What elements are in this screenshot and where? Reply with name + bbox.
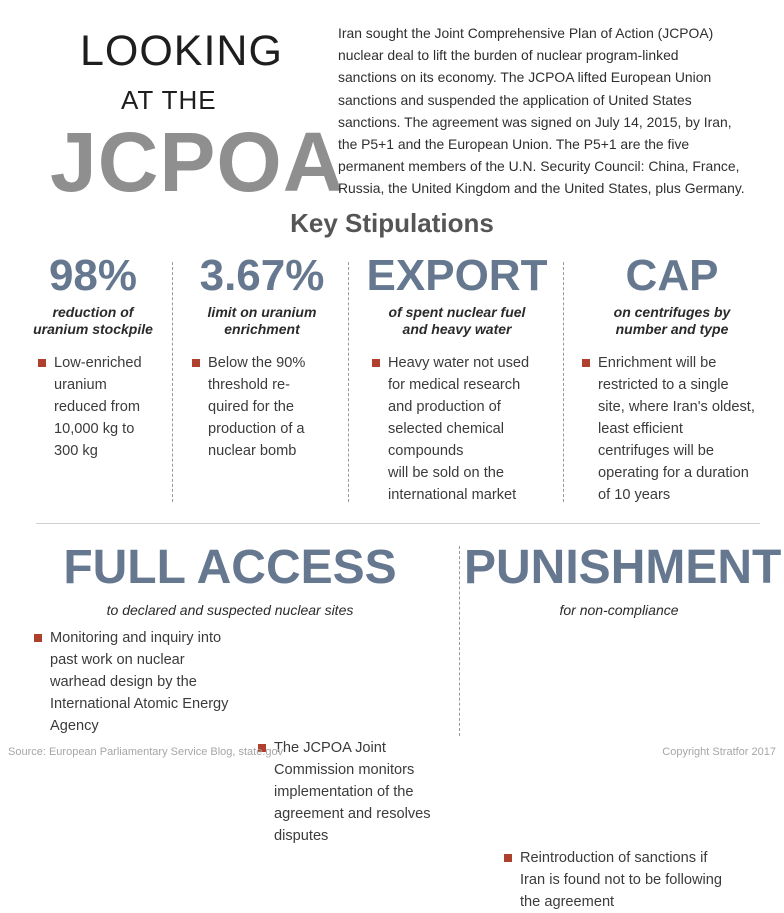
bullet-line: The JCPOA Joint	[274, 740, 386, 756]
bullet-line: Below the 90%	[208, 355, 306, 371]
bullet-line: site, where Iran's oldest,	[598, 399, 755, 415]
bullet-line: Commission monitors	[274, 762, 415, 778]
stipulation-enrichment-limit	[190, 251, 334, 504]
stipulation-bullet	[38, 352, 158, 462]
punishment-section	[464, 541, 782, 618]
bullet-line: Iran is found not to be following	[520, 872, 723, 888]
footer-copyright: Copyright Stratfor 2017	[662, 746, 776, 758]
bullet-line: centrifuges will be	[598, 443, 714, 459]
bullet-square-icon	[38, 359, 46, 367]
intro-line: sanctions. The agreement was signed on July 14, 2015, by Iran,	[338, 113, 732, 130]
bullet-line: compounds	[388, 443, 464, 459]
stipulation-headline: 98%	[48, 251, 138, 300]
stipulation-subtitle	[28, 304, 158, 338]
column-divider	[172, 262, 173, 502]
subtitle-line: on centrifuges by	[613, 304, 731, 320]
bullet-line: restricted to a single	[598, 377, 729, 393]
full-access-section	[30, 541, 430, 618]
key-stipulations-heading: Key Stipulations	[290, 208, 494, 238]
bullet-line: and production of	[388, 399, 501, 415]
title-jcpoa: JCPOA	[50, 115, 345, 209]
stipulation-subtitle	[574, 304, 770, 338]
punishment-subtitle: for non-compliance	[559, 602, 679, 618]
subtitle-line: of spent nuclear fuel	[388, 304, 526, 320]
bullet-square-icon	[582, 359, 590, 367]
full-access-bullet-iaea	[34, 627, 270, 737]
stipulation-centrifuge-cap	[574, 251, 770, 504]
section-divider	[36, 523, 760, 524]
bullet-line: of 10 years	[598, 487, 671, 503]
bullet-line: 300 kg	[54, 443, 98, 459]
bullet-line: past work on nuclear	[50, 652, 185, 668]
bullet-square-icon	[372, 359, 380, 367]
intro-line: permanent members of the U.N. Security Council: China, France,	[338, 158, 740, 175]
punishment-headline: PUNISHMENT	[464, 541, 782, 594]
bullet-line: operating for a duration	[598, 465, 749, 481]
bullet-line: threshold re-	[208, 377, 290, 393]
bullet-line: production of a	[208, 421, 305, 437]
bullet-line: Low-enriched	[54, 355, 142, 371]
bullet-square-icon	[34, 634, 42, 642]
intro-line: the P5+1 and the European Union. The P5+1 are the five	[338, 136, 690, 153]
stipulation-bullet	[192, 352, 334, 462]
footer-source: Source: European Parliamentary Service Blog, state.gov	[8, 746, 284, 758]
full-access-headline: FULL ACCESS	[63, 541, 397, 594]
column-divider	[563, 262, 564, 502]
bullet-line: the agreement	[520, 894, 615, 910]
bullet-line: implementation of the	[274, 784, 414, 800]
bullet-line: will be sold on the	[388, 465, 505, 481]
stipulation-headline: 3.67%	[199, 251, 325, 300]
column-divider	[348, 262, 349, 502]
title-at-the: AT THE	[121, 85, 217, 115]
bullet-line: Heavy water not used	[388, 355, 530, 371]
bullet-line: for medical research	[388, 377, 521, 393]
bullet-line: selected chemical	[388, 421, 504, 437]
column-divider	[459, 546, 460, 736]
intro-line: nuclear deal to lift the burden of nuclear program-linked	[338, 47, 679, 64]
stipulation-bullet	[372, 352, 550, 506]
subtitle-line: limit on uranium	[207, 304, 317, 320]
bullet-line: international market	[388, 487, 517, 503]
bullet-square-icon	[192, 359, 200, 367]
bullet-line: least efficient	[598, 421, 683, 437]
full-access-bullet-commission	[258, 737, 464, 847]
bullet-line: 10,000 kg to	[54, 421, 135, 437]
bullet-line: International Atomic Energy	[50, 696, 229, 712]
subtitle-line: reduction of	[52, 304, 134, 320]
bullet-line: agreement and resolves	[274, 806, 431, 822]
subtitle-line: and heavy water	[402, 321, 512, 337]
bullet-line: reduced from	[54, 399, 140, 415]
bullet-line: Reintroduction of sanctions if	[520, 850, 708, 866]
stipulation-headline: CAP	[625, 251, 719, 300]
bullet-line: Monitoring and inquiry into	[50, 630, 222, 646]
stipulation-subtitle	[190, 304, 334, 338]
intro-paragraph	[338, 22, 778, 200]
stipulation-bullet	[582, 352, 770, 506]
subtitle-line: number and type	[615, 321, 729, 337]
bullet-square-icon	[504, 854, 512, 862]
intro-line: Russia, the United Kingdom and the United States, plus Germany.	[338, 180, 745, 197]
bullet-line: quired for the	[208, 399, 294, 415]
bullet-line: uranium	[54, 377, 107, 393]
intro-line: sanctions and suspended the application of United States	[338, 91, 692, 108]
punishment-bullet	[504, 847, 780, 913]
intro-line: Iran sought the Joint Comprehensive Plan of Action (JCPOA)	[338, 25, 714, 41]
full-access-subtitle: to declared and suspected nuclear sites	[106, 602, 354, 618]
stipulation-headline: EXPORT	[366, 251, 548, 300]
bullet-line: disputes	[274, 828, 329, 844]
subtitle-line: enrichment	[224, 321, 300, 337]
title-looking: LOOKING	[80, 27, 283, 75]
stipulation-subtitle	[364, 304, 550, 338]
subtitle-line: uranium stockpile	[33, 321, 153, 337]
stipulation-uranium-stockpile	[28, 251, 158, 504]
bullet-line: warhead design by the	[50, 674, 197, 690]
intro-line: sanctions on its economy. The JCPOA lifted European Union	[338, 69, 712, 86]
bullet-line: nuclear bomb	[208, 443, 297, 459]
stipulation-export	[364, 251, 550, 504]
bullet-line: Enrichment will be	[598, 355, 717, 371]
bullet-line: Agency	[50, 718, 99, 734]
